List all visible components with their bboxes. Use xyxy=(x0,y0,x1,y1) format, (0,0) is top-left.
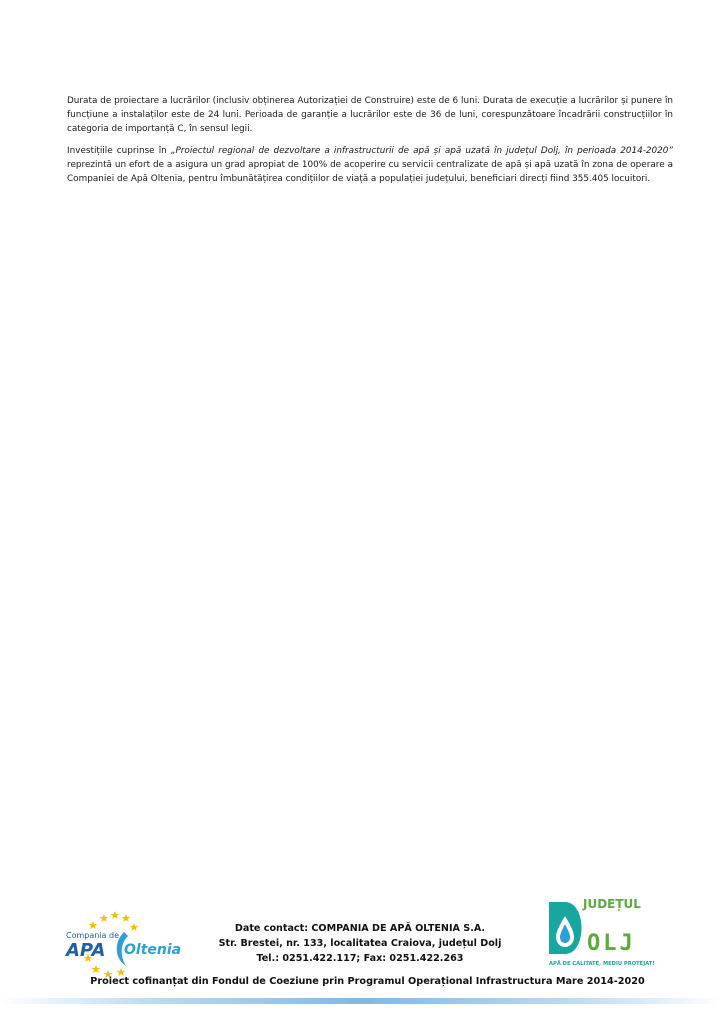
paragraph-investments xyxy=(67,144,673,186)
judetul-dolj-logo xyxy=(543,890,655,970)
footer-contact-block xyxy=(195,921,525,966)
paragraph-investments-intro: Investițiile cuprinse în xyxy=(67,146,171,156)
paragraph-investments-rest: reprezintă un efort de a asigura un grad apropiat de 100% de acoperire cu servicii centralizate de apă și apă uzată în zona de operare a Companiei de Apă Oltenia, pentru îmbunătățirea condițiilor de viață a populației județului, beneficiari direcți fiind 355.405 locuitori. xyxy=(67,160,673,184)
logo-right-main-text: OLJ xyxy=(587,931,636,956)
footer-gradient-bar xyxy=(0,998,724,1004)
contact-company: Date contact: COMPANIA DE APĂ OLTENIA S.A. xyxy=(234,923,486,934)
logo-left-oltenia-text: Oltenia xyxy=(124,942,182,958)
contact-address: Str. Brestei, nr. 133, localitatea Craiova, județul Dolj xyxy=(218,938,502,949)
paragraph-durations: Durata de proiectare a lucrărilor (inclusiv obținerea Autorizației de Construire) este de 6 luni. Durata de execuție a lucrărilor și punere în funcțiune a instalaților este de 24 luni. Perioada de garanție a lucrărilor este de 36 de luni, corespunzătoare încadrării construcțiilor în categoria de importanță C, în sensul legii. xyxy=(67,96,673,134)
logo-left-apa-text: APA xyxy=(66,940,106,961)
contact-phone-fax: Tel.: 0251.422.117; Fax: 0251.422.263 xyxy=(256,953,464,964)
logo-left-small-text: Compania de xyxy=(66,931,119,940)
cofinanced-statement: Proiect cofinanțat din Fondul de Coeziune prin Programul Operațional Infrastructura Mare 2014-2020 xyxy=(90,976,645,987)
document-body xyxy=(67,94,673,194)
project-title-italic: „Proiectul regional de dezvoltare a infrastructurii de apă și apă uzată în județul Dolj, în perioada 2014-2020” xyxy=(170,146,673,156)
logo-right-top-text: JUDEȚUL xyxy=(583,897,641,911)
logo-right-tagline: APĂ DE CALITATE, MEDIU PROTEJAT! xyxy=(549,961,655,967)
compania-apa-oltenia-logo xyxy=(58,908,198,980)
